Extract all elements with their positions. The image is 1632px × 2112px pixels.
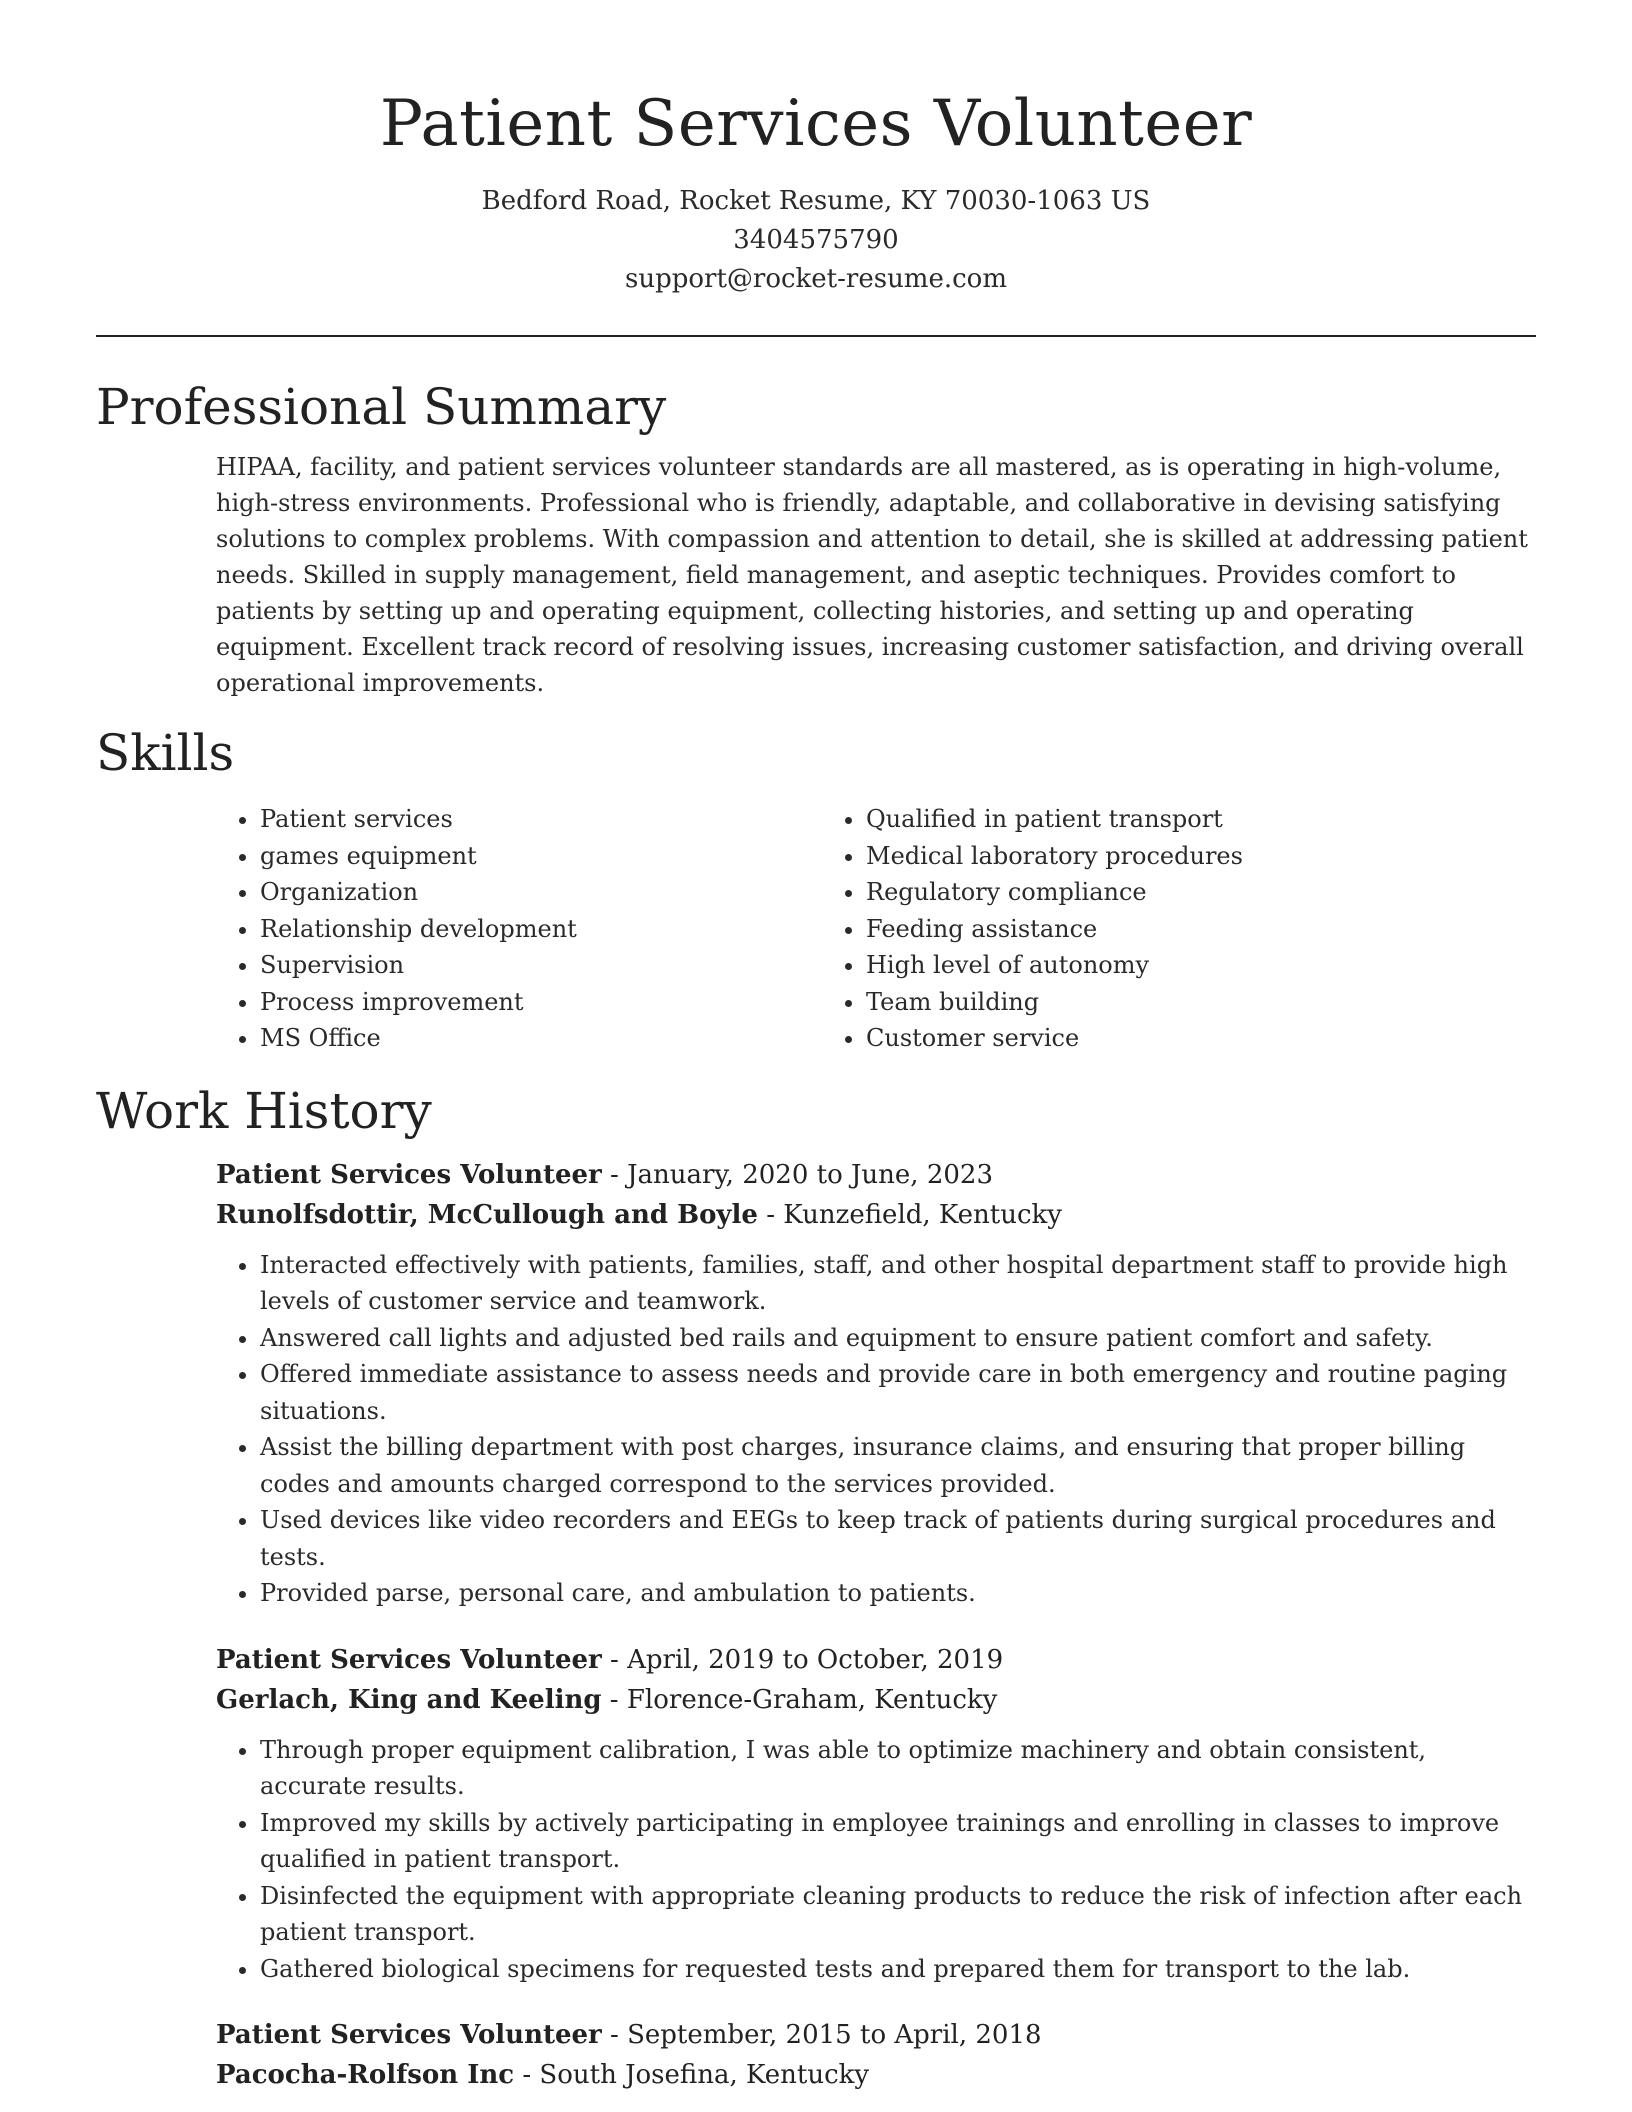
skill-item: • Regulatory compliance: [866, 874, 1472, 911]
contact-email: support@rocket-resume.com: [624, 264, 1007, 294]
contact-address: Bedford Road, Rocket Resume, KY 70030-1063 US: [481, 186, 1151, 216]
skill-item: • Patient services: [260, 801, 822, 838]
job-location: South Josefina, Kentucky: [539, 2060, 870, 2090]
job-title: Patient Services Volunteer: [216, 1644, 602, 1675]
job-company: Gerlach, King and Keeling: [216, 1684, 602, 1715]
job-dates: September, 2015 to April, 2018: [627, 2020, 1042, 2050]
skills-column-right: [822, 801, 1472, 1057]
skill-item: • Team building: [866, 984, 1472, 1021]
job-title: Patient Services Volunteer: [216, 1159, 602, 1190]
skill-item: • Relationship development: [260, 911, 822, 948]
skill-item: • games equipment: [260, 838, 822, 875]
job-duties: [216, 1247, 1536, 1612]
skill-item: • Organization: [260, 874, 822, 911]
job-title: Patient Services Volunteer: [216, 2020, 602, 2050]
job-entry: [216, 1155, 1536, 1612]
skill-item: • Medical laboratory procedures: [866, 838, 1472, 875]
resume-page: [96, 0, 1536, 2095]
job-company: Runolfsdottir, McCullough and Boyle: [216, 1199, 758, 1230]
duty-item: • Used devices like video recorders and EEGs to keep track of patients during surgical procedures and tests.: [260, 1502, 1536, 1575]
skill-item: • Process improvement: [260, 984, 822, 1021]
duty-item: • Provided parse, personal care, and ambulation to patients.: [260, 1575, 1536, 1612]
skill-item: • MS Office: [260, 1020, 822, 1057]
job-title-line: [216, 1155, 1536, 1195]
separator: -: [514, 2060, 540, 2090]
duty-item: • Offered immediate assistance to assess needs and provide care in both emergency and routine paging situations.: [260, 1356, 1536, 1429]
work-history-heading: Work History: [96, 1081, 432, 1140]
separator: -: [757, 1199, 784, 1230]
job-company-line: [216, 1680, 1536, 1720]
job-title-line: [216, 1640, 1536, 1680]
duty-item: • Improved my skills by actively participating in employee trainings and enrolling in classes to improve qualified in patient transport.: [260, 1805, 1536, 1878]
summary-text: HIPAA, facility, and patient services volunteer standards are all mastered, as is operating in high-volume, high-stress environments. Professional who is friendly, adaptable, and collaborative in devising satisfying solutions to complex problems. With compassion and attention to detail, she is skilled at addressing patient needs. Skilled in supply management, field management, and aseptic techniques. Provides comfort to patients by setting up and operating equipment, collecting histories, and setting up and operating equipment. Excellent track record of resolving issues, increasing customer satisfaction, and driving overall operational improvements.: [216, 453, 1528, 697]
skill-item: • Supervision: [260, 947, 822, 984]
job-location: Kunzefield, Kentucky: [783, 1199, 1062, 1230]
duty-item: • Through proper equipment calibration, I was able to optimize machinery and obtain consistent, accurate results.: [260, 1732, 1536, 1805]
job-dates: January, 2020 to June, 2023: [627, 1159, 993, 1190]
skill-item: • Qualified in patient transport: [866, 801, 1472, 838]
skills-heading: Skills: [96, 724, 235, 782]
duty-item: • Disinfected the equipment with appropriate cleaning products to reduce the risk of infection after each patient transport.: [260, 1878, 1536, 1951]
resume-name: Patient Services Volunteer: [379, 87, 1253, 161]
job-dates: April, 2019 to October, 2019: [627, 1644, 1004, 1675]
duty-item: • Interacted effectively with patients, families, staff, and other hospital department staff to provide high levels of customer service and teamwork.: [260, 1247, 1536, 1320]
job-company-line: [216, 2055, 1536, 2095]
job-entry: [216, 2015, 1536, 2095]
duty-item: • Answered call lights and adjusted bed rails and equipment to ensure patient comfort and safety.: [260, 1320, 1536, 1357]
job-duties: [216, 1732, 1536, 1988]
summary-heading: Professional Summary: [96, 378, 667, 436]
skill-item: • Customer service: [866, 1020, 1472, 1057]
job-location: Florence-Graham, Kentucky: [626, 1684, 998, 1715]
duty-item: • Gathered biological specimens for requested tests and prepared them for transport to the lab.: [260, 1951, 1536, 1988]
job-entry: [216, 1640, 1536, 1988]
job-company: Pacocha-Rolfson Inc: [216, 2060, 515, 2090]
duty-item: • Assist the billing department with post charges, insurance claims, and ensuring that proper billing codes and amounts charged correspond to the services provided.: [260, 1429, 1536, 1502]
skill-item: • Feeding assistance: [866, 911, 1472, 948]
job-title-line: [216, 2015, 1536, 2055]
skills-column-left: [216, 801, 822, 1057]
contact-phone: 3404575790: [733, 225, 899, 255]
separator: -: [601, 1684, 627, 1715]
header-divider: [96, 335, 1536, 337]
separator: -: [601, 2020, 628, 2050]
job-company-line: [216, 1195, 1536, 1235]
separator: -: [601, 1644, 628, 1675]
skill-item: • High level of autonomy: [866, 947, 1472, 984]
contact-block: [96, 182, 1536, 299]
separator: -: [601, 1159, 628, 1190]
skills-list: [216, 801, 1536, 1057]
